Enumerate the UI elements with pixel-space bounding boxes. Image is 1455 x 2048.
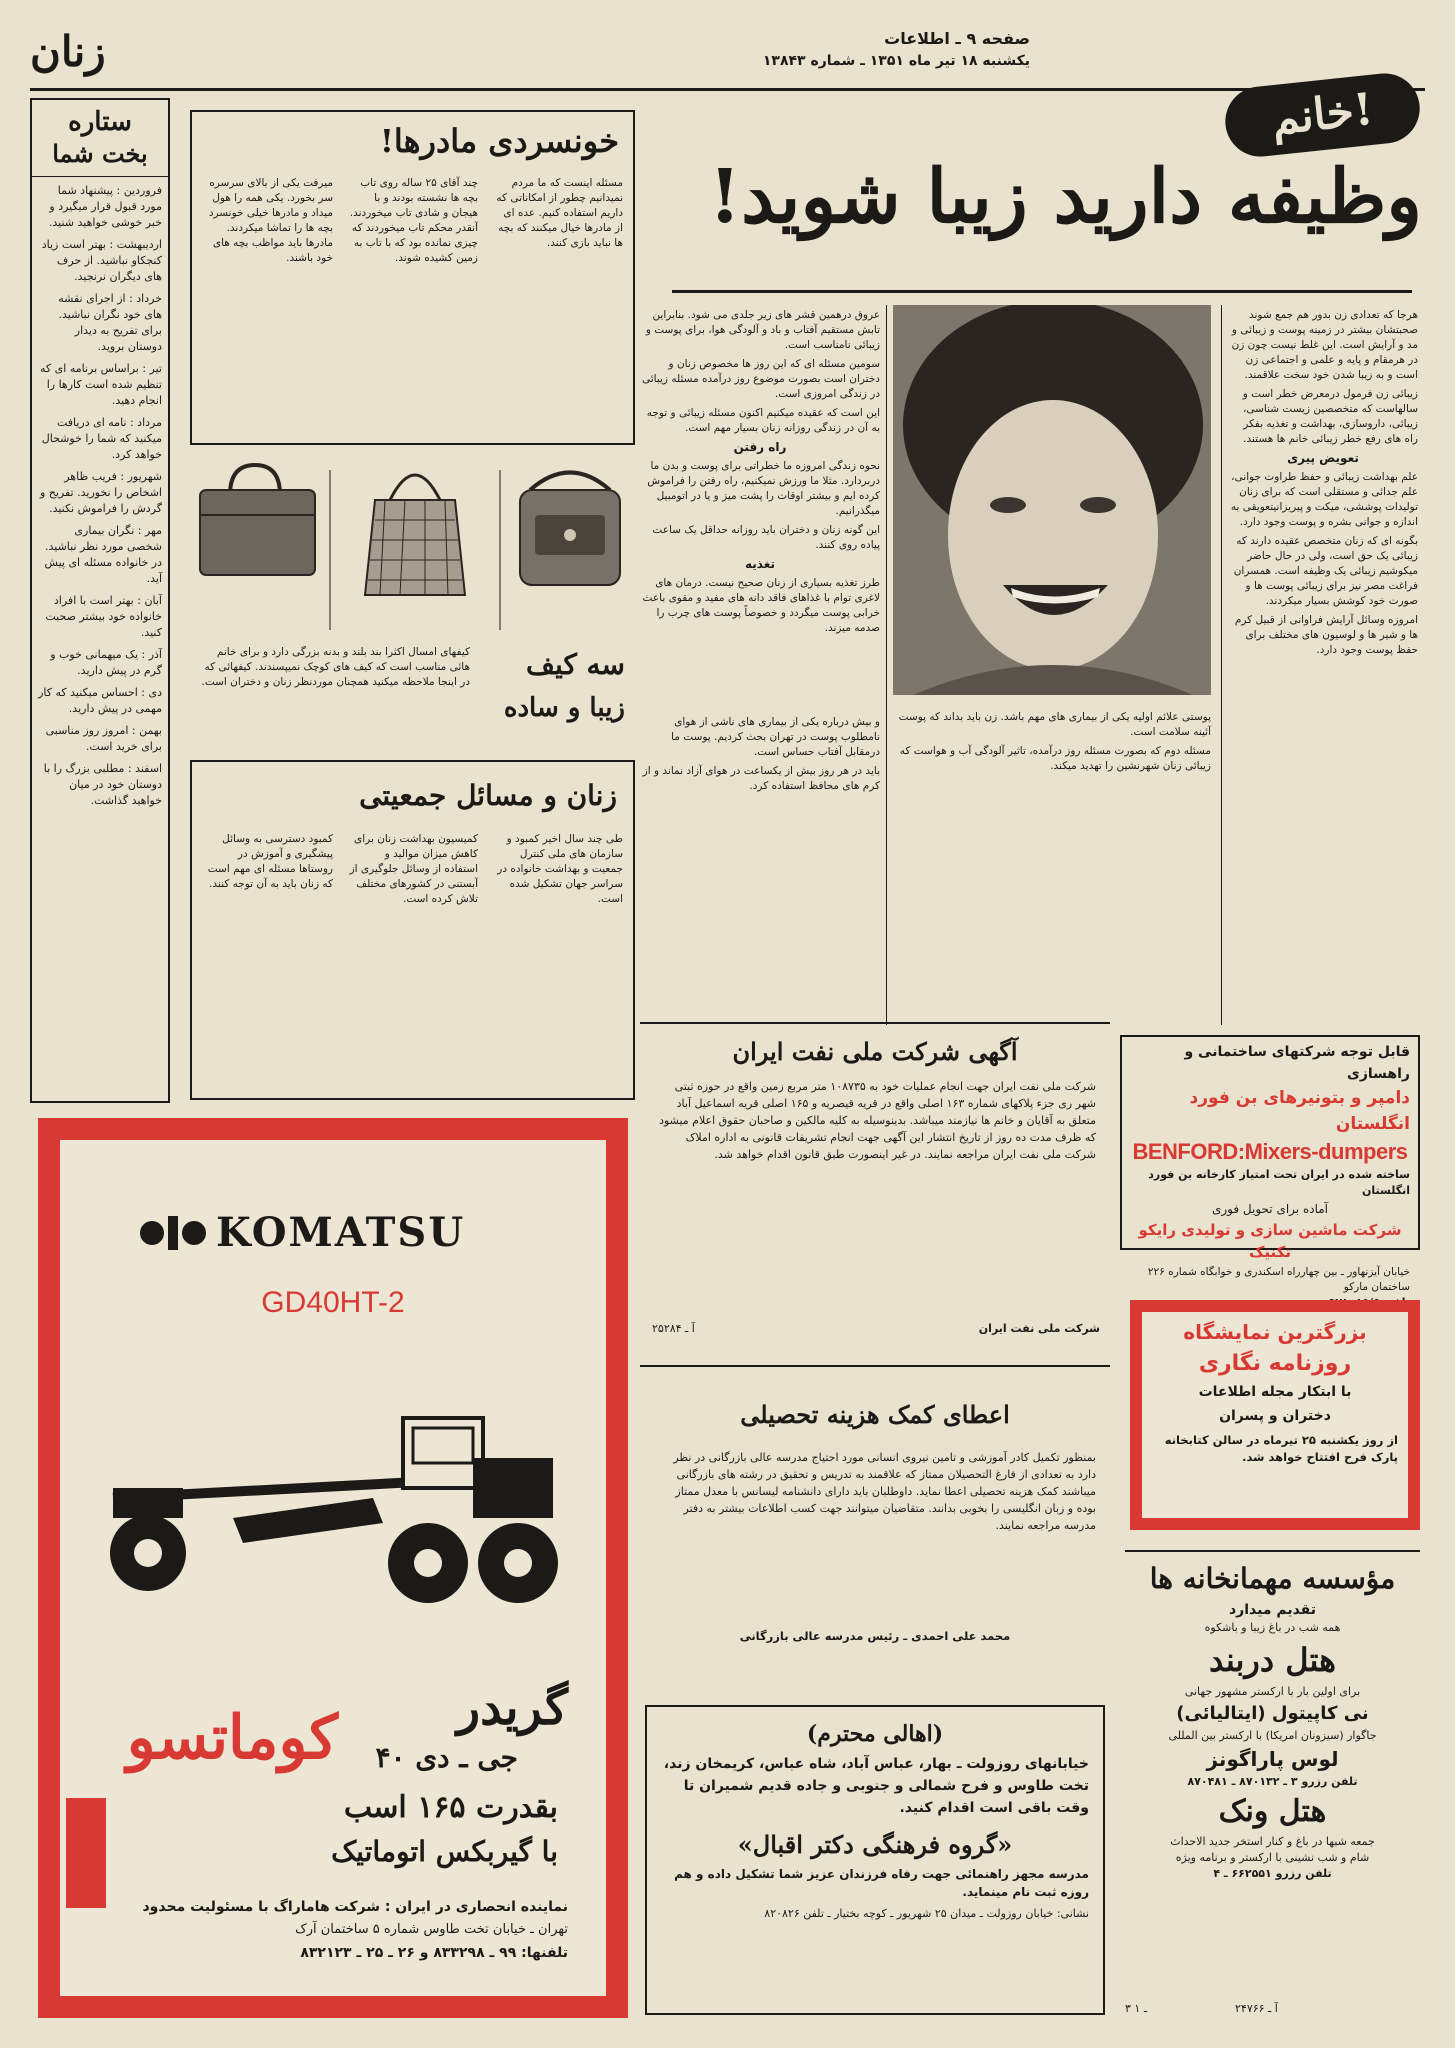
bags-title: سه کیف bbox=[526, 648, 625, 681]
komatsu-ad bbox=[38, 1118, 628, 2018]
exhibition-line-4: دختران و پسران bbox=[1219, 1408, 1331, 1424]
komatsu-address: تهران ـ خیابان تخت طاوس شماره ۵ ساختمان آرک bbox=[295, 1922, 568, 1937]
oil-ad-rule bbox=[640, 1022, 1110, 1024]
feature-col-right bbox=[1228, 308, 1418, 1018]
komatsu-side-badge bbox=[66, 1798, 106, 1908]
benford-line-2: دامپر و بتونیرهای بن فورد انگلستان bbox=[1189, 1088, 1410, 1134]
scholarship-body: بمنظور تکمیل کادر آموزشی و تامین نیروی انسانی مورد احتیاج مدرسه عالی بازرگانی در نظر دارد به تعدادی از فارغ التحصیلان ممتاز که علاقمند به تدریس و تحقیق در رشته های بازرگانی میباشند کمک هزینه تحصیلی اعطا نماید. داوطلبان باید دارای دانشنامه لیسانس با معدل ممتاز بوده و زبان انگلیسی را بخوبی بدانند. متقاضیان میتوانند جهت کسب اطلاعات بیشتر به دفتر مدرسه مراجعه نمایند. bbox=[673, 1451, 1096, 1532]
feature-para: نحوه زندگی امروزه ما خطراتی برای پوست و بدن ما دربردارد. مثلا ما ورزش نمیکنیم، راه رفتن را فراموش کرده ایم و بیشتر اوقات را پشت میز و یا در اتومبیل میگذرانیم. bbox=[647, 460, 880, 517]
hotel-name-2: هتل ونک bbox=[1218, 1794, 1327, 1829]
horoscope-box bbox=[30, 98, 170, 1103]
page-line: صفحه ۹ ـ اطلاعات bbox=[884, 29, 1030, 48]
komatsu-title-2: کوماتسو bbox=[126, 1703, 338, 1773]
masthead-rule bbox=[30, 88, 1425, 91]
population-box bbox=[190, 760, 635, 1100]
komatsu-model-fa: جی ـ دی ۴۰ bbox=[375, 1741, 518, 1774]
residents-body: خیابانهای روزولت ـ بهار، عباس آباد، شاه عباس، کریمخان زند، تخت طاوس و فرح شمالی و جنوبی و جاده قدیم شمیران تا وقت باقی است اقدام کنید. bbox=[663, 1756, 1089, 1816]
portrait-illustration bbox=[893, 305, 1211, 695]
oil-ad-title: آگهی شرکت ملی نفت ایران bbox=[732, 1037, 1018, 1066]
feature-subhead-aging: تعویض پیری bbox=[1287, 451, 1359, 465]
mothers-box bbox=[190, 110, 635, 445]
oil-ad-signature: شرکت ملی نفت ایران bbox=[978, 1322, 1100, 1335]
hotel-desc-1: برای اولین بار با ارکستر مشهور جهانی bbox=[1184, 1685, 1361, 1698]
hotel-band-note: جاگوار (سیزونان امریکا) با ارکستر بین المللی bbox=[1168, 1729, 1377, 1742]
feature-para: پوستی علائم اولیه یکی از بیماری های مهم باشد. زن باید بداند که پوست آئینه سلامت است. bbox=[898, 711, 1211, 738]
komatsu-logo-icon bbox=[138, 1211, 208, 1255]
hotel-rule bbox=[1125, 1550, 1420, 1552]
komatsu-title-1: گریدر bbox=[456, 1680, 568, 1736]
bags-caption: کیفهای امسال اکثرا بند بلند و بدنه بزرگی دارد و برای خانم هائی مناسب است که کیف های کوچک نمیپسندند. کیفهائی که در اینجا ملاحظه میکنید همچنان موردنظر زنان و دختران است. bbox=[201, 646, 470, 688]
feature-para: مسئله دوم که بصورت مسئله روز درآمده، تاثیر آلودگی آب و هواست که زیبائی زنان شهرنشین را تهدید میکند. bbox=[899, 745, 1211, 772]
hotel-phone-2: تلفن رزرو ۶۶۲۵۵۱ ـ ۴ bbox=[1213, 1867, 1332, 1880]
portrait-photo bbox=[893, 305, 1211, 695]
exhibition-line-2: روزنامه نگاری bbox=[1198, 1351, 1352, 1376]
feature-para: علم بهداشت زیبائی و حفظ طراوت جوانی، علم جدائی و مستقلی است که برای زنان تولیدات پوششی، میکت و پیریزانیتعویقی به اندازه و جوانی بشره و پوست وجود دارد. bbox=[1230, 471, 1418, 528]
komatsu-gearbox: با گیربکس اتوماتیک bbox=[331, 1835, 558, 1868]
horoscope-entry: مرداد : نامه ای دریافت میکنید که شما را خوشحال خواهد کرد. bbox=[41, 416, 162, 461]
population-col: کمبود دسترسی به وسائل پیشگیری و آموزش در روستاها مسئله ای مهم است که زنان باید به آن توجه کنند. bbox=[207, 833, 333, 890]
hotel-show: لوس پاراگونز bbox=[1206, 1747, 1339, 1771]
benford-line-3: ساخته شده در ایران تحت امتیاز کارخانه بن فورد انگلستان bbox=[1148, 1168, 1410, 1197]
residents-desc: مدرسه مجهز راهنمائی جهت رفاه فرزندان عزیز شما تشکیل داده و هم روزه ثبت نام مینماید. bbox=[674, 1867, 1089, 1899]
feature-para: بگونه ای که زنان متخصص عقیده دارند که زیبائی یک حق است، ولی در حال حاضر میکوشیم زیبائی یک وظیفه است. همسران فراغت مصر نیز برای زیبائی پوست ها و صورت خود کوشش بسیار میکردند. bbox=[1233, 535, 1418, 607]
feature-para: زیبائی زن فرمول درمعرض خطر است و سالهاست که متخصصین زیست شناسی، زیبائی، داروسازی، بهداشت و تغذیه بفکر راه های رفع خطر زیبائی خانم ها هستند. bbox=[1242, 388, 1418, 445]
residents-title: (اهالی محترم) bbox=[806, 1721, 944, 1747]
population-col: طی چند سال اخیر کمبود و سازمان های ملی کنترل جمعیت و بهداشت خانواده در سراسر جهان تشکیل شده است. bbox=[497, 833, 623, 905]
hotel-ad-code: آ ـ ۲۴۷۶۶ bbox=[1235, 2002, 1278, 2015]
residents-address: نشانی: خیابان روزولت ـ میدان ۲۵ شهریور ـ کوچه بختیار ـ تلفن ۸۲۰۸۲۶ bbox=[764, 1907, 1089, 1920]
benford-line-1: قابل توجه شرکتهای ساختمانی و راهسازی bbox=[1184, 1044, 1410, 1082]
komatsu-logo-row bbox=[138, 1203, 528, 1263]
benford-ad bbox=[1120, 1035, 1420, 1293]
komatsu-phones: تلفنها: ۹۹ ـ ۸۳۳۲۹۸ و ۲۶ ـ ۲۵ ـ ۸۳۲۱۲۳ bbox=[300, 1945, 568, 1961]
feature-col-left bbox=[640, 308, 880, 708]
column-divider bbox=[1221, 305, 1222, 1025]
date-line: یکشنبه ۱۸ تیر ماه ۱۳۵۱ ـ شماره ۱۳۸۴۳ bbox=[762, 53, 1030, 69]
feature-para: این است که عقیده میکنیم اکنون مسئله زیبائی و توجه به آن در زندگی روزانه زنان بسیار مهم است. bbox=[646, 407, 880, 434]
shoulder-bag bbox=[520, 473, 620, 586]
hotel-desc-2: جمعه شبها در باغ و کنار استخر جدید الاحداث bbox=[1170, 1835, 1375, 1848]
horoscope-entry: بهمن : امروز روز مناسبی برای خرید است. bbox=[45, 724, 162, 753]
komatsu-power: بقدرت ۱۶۵ اسب bbox=[343, 1790, 558, 1825]
horoscope-entry: اردیبهشت : بهتر است زیاد کنجکاو نباشید. از حرف های دیگران نرنجید. bbox=[41, 238, 162, 283]
column-divider bbox=[886, 305, 887, 1025]
scholarship-notice bbox=[640, 1365, 1110, 1680]
population-headline: زنان و مسائل جمعیتی bbox=[359, 779, 617, 812]
residents-group: «گروه فرهنگی دکتر اقبال» bbox=[737, 1830, 1013, 1859]
hotel-desc-3: شام و شب نشینی با ارکستر و برنامه ویژه bbox=[1175, 1851, 1370, 1864]
feature-para: باید در هر روز بیش از یکساعت در هوای آزاد نماند و از کرم های محافظ استفاده کرد. bbox=[642, 765, 880, 792]
horoscope-entry: خرداد : از اجرای نقشه های خود نگران نباشید. برای تفریح به دیدار دوستان بروید. bbox=[58, 292, 162, 353]
feature-para: این گونه زنان و دختران باید روزانه حداقل یک ساعت پیاده روی کنند. bbox=[652, 524, 880, 551]
masthead bbox=[30, 25, 1425, 85]
bags-illustration bbox=[190, 460, 635, 640]
benford-line-4: آماده برای تحویل فوری bbox=[1211, 1202, 1328, 1216]
hotel-title: مؤسسه مهمانخانه ها bbox=[1149, 1562, 1396, 1595]
hotel-ad bbox=[1125, 1550, 1420, 2025]
feature-para: عروق درهمین قشر های زیر جلدی می شود. بنابراین تابش مستقیم آفتاب و باد و آلودگی هوا، برای پوست و زیبائی نامناسب است. bbox=[645, 309, 880, 351]
exhibition-body: از روز یکشنبه ۲۵ تیرماه در سالن کتابخانه پارک فرح افتتاح خواهد شد. bbox=[1164, 1433, 1398, 1464]
hotel-phone-1: تلفن رزرو ۳ ـ ۸۷۰۱۳۲ ـ ۸۷۰۴۸۱ bbox=[1187, 1775, 1358, 1788]
hotel-sub: همه شب در باغ زیبا و باشکوه bbox=[1204, 1621, 1341, 1634]
horoscope-entry: آبان : بهتر است با افراد خانواده خود بیشتر صحبت کنید. bbox=[45, 594, 162, 639]
feature-para: سومین مسئله ای که این روز ها مخصوص زنان و دختران است بصورت موضوع روز درآمده مسئله زیبائی در زندگی امروزی است. bbox=[641, 358, 880, 400]
feature-rule bbox=[672, 290, 1412, 293]
horoscope-entry: فروردین : پیشنهاد شما مورد قبول قرار میگیرد و خبر خوشی خواهید شنید. bbox=[48, 184, 162, 229]
benford-company: شرکت ماشین سازی و تولیدی رایکو تکنیک bbox=[1138, 1221, 1402, 1261]
horoscope-entry: مهر : نگران بیماری شخصی مورد نظر نباشید. در خانواده مسئله ای پیش آید. bbox=[44, 524, 162, 585]
feature-para: امروزه وسائل آرایش فراوانی از قبیل کرم ها و شیر ها و لوسیون های مختلف برای حفظ پوست وجود دارد. bbox=[1234, 614, 1418, 656]
oil-ad-body: شرکت ملی نفت ایران جهت انجام عملیات خود به ۱۰۸۷۳۵ متر مربع زمین واقع در حوزه ثبتی شهر ری جزء پلاکهای شماره ۱۶۳ اصلی واقع در قریه قیصریه و ۱۶۵ اصلی قریه اسماعیل آباد متعلق به آقایان و خانم ها نیازمند میباشد. بدینوسیله به کلیه مالکین و صاحبان حقوق اعلام میشود که ظرف مدت ده روز از تاریخ انتشار این آگهی جهت انجام تشریفات قانونی به اداره املاک شرکت ملی نفت ایران مراجعه نمایند. در غیر اینصورت طبق قانون اقدام خواهد شد. bbox=[659, 1080, 1096, 1161]
mothers-col: چند آقای ۲۵ ساله روی تاب بچه ها نشسته بودند و با هیجان و شادی تاب میخوردند. آنقدر محکم تاب میخوردند که چیزی نمانده بود که با تاب به زمین کشیده شوند. bbox=[349, 177, 478, 264]
hotel-name-1: هتل دربند bbox=[1209, 1641, 1336, 1679]
horoscope-title: ستاره bbox=[68, 107, 132, 137]
scholarship-signature: محمد علی احمدی ـ رئیس مدرسه عالی بازرگانی bbox=[739, 1629, 1011, 1643]
feature-col-bottom-right bbox=[893, 710, 1211, 1010]
scholarship-rule bbox=[640, 1365, 1110, 1367]
hotel-presents: تقدیم میدارد bbox=[1228, 1602, 1317, 1618]
feature-para: طرز تغذیه بسیاری از زنان صحیح نیست. درمان های لاغری توام با غذاهای فاقد دانه های مفید و مقوی باعث خرابی پوست میگردد و خصوصاً پوست های چرب را صدمه میزند. bbox=[642, 577, 880, 634]
clutch-bag bbox=[200, 465, 315, 575]
horoscope-entry: آذر : یک میهمانی خوب و گرم در پیش دارید. bbox=[50, 648, 162, 677]
bags-subtitle: زیبا و ساده bbox=[503, 693, 625, 723]
mothers-headline: خونسردی مادرها! bbox=[379, 122, 619, 160]
feature-subhead-walk: راه رفتن bbox=[733, 440, 787, 454]
oil-ad-code: آ ـ ۲۵۲۸۴ bbox=[652, 1322, 695, 1335]
horoscope-entry: اسفند : مطلبی بزرگ را با دوستان خود در میان خواهید گذاشت. bbox=[43, 762, 162, 807]
residents-ad bbox=[645, 1705, 1105, 2015]
feature-col-bottom-left bbox=[640, 715, 880, 1010]
benford-address: خیابان آیزنهاور ـ بین چهارراه اسکندری و خوابگاه شماره ۲۲۶ ساختمان مارکو bbox=[1147, 1266, 1410, 1293]
grader-illustration bbox=[73, 1348, 593, 1648]
feature-para: هرجا که تعدادی زن بدور هم جمع شوند صحبتشان بیشتر در زمینه پوست و زیبائی و مد و آرایش است. این غلط نیست چون زن در هرمقام و پایه و علمی و اجتماعی زن است و به زیبا شدن خود سخت علاقمند. bbox=[1231, 309, 1418, 381]
net-bag bbox=[365, 475, 465, 595]
feature-kicker: خانم! bbox=[1269, 83, 1376, 146]
exhibition-line-3: با ابتکار مجله اطلاعات bbox=[1198, 1384, 1352, 1400]
komatsu-model: GD40HT-2 bbox=[261, 1286, 405, 1319]
horoscope-entry: شهریور : فریب ظاهر اشخاص را نخورید. تفریح و گردش را فراموش نکنید. bbox=[39, 470, 162, 515]
horoscope-entry: تیر : براساس برنامه ای که تنظیم شده است کارها را انجام دهید. bbox=[40, 362, 162, 407]
section-title: زنان bbox=[30, 27, 106, 76]
scholarship-title: اعطای کمک هزینه تحصیلی bbox=[740, 1400, 1010, 1429]
hotel-band: نی کاپیتول (ایتالیائی) bbox=[1176, 1703, 1369, 1724]
benford-brand: BENFORD:Mixers-dumpers bbox=[1132, 1139, 1408, 1164]
oil-company-ad bbox=[640, 1022, 1110, 1352]
horoscope-entry: دی : احساس میکنید که کار مهمی در پیش دارید. bbox=[38, 686, 162, 715]
horoscope-subtitle: بخت شما bbox=[32, 138, 168, 177]
population-col: کمیسیون بهداشت زنان برای کاهش میزان موالید و استفاده از وسائل جلوگیری از آبستنی در کشورهای مختلف تلاش کرده است. bbox=[349, 833, 478, 905]
exhibition-inner-panel bbox=[1142, 1312, 1408, 1518]
feature-para: و بیش درباره یکی از بیماری های ناشی از هوای نامطلوب پوست در تهران بحث کردیم. پوست ما درمقابل آفتاب حساس است. bbox=[671, 716, 880, 758]
mothers-col: مسئله اینست که ما مردم نمیدانیم چطور از امکاناتی که داریم استفاده کنیم. عده ای از مادرها خیال میکنند که بچه ها نباید بازی کنند. bbox=[496, 177, 623, 249]
mothers-col: میرفت یکی از بالای سرسره سر بخورد. یکی همه را هول میداد و مادرها خیلی خونسرد بچه ها را تماشا میکردند. مادرها باید مواظب بچه های خود باشند. bbox=[208, 177, 333, 264]
bags-section bbox=[190, 460, 635, 745]
page-mark: ۳ ـ ۱ bbox=[1125, 2002, 1148, 2015]
komatsu-dealer: نماینده انحصاری در ایران : شرکت هاماراگ با مسئولیت محدود bbox=[142, 1899, 568, 1915]
exhibition-ad bbox=[1130, 1300, 1420, 1530]
exhibition-line-1: بزرگترین نمایشگاه bbox=[1183, 1320, 1367, 1344]
feature-headline: وظیفه دارید زیبا شوید! bbox=[708, 154, 1422, 240]
komatsu-brand: KOMATSU bbox=[216, 1209, 466, 1256]
feature-subhead-food: تغذیه bbox=[745, 557, 775, 571]
